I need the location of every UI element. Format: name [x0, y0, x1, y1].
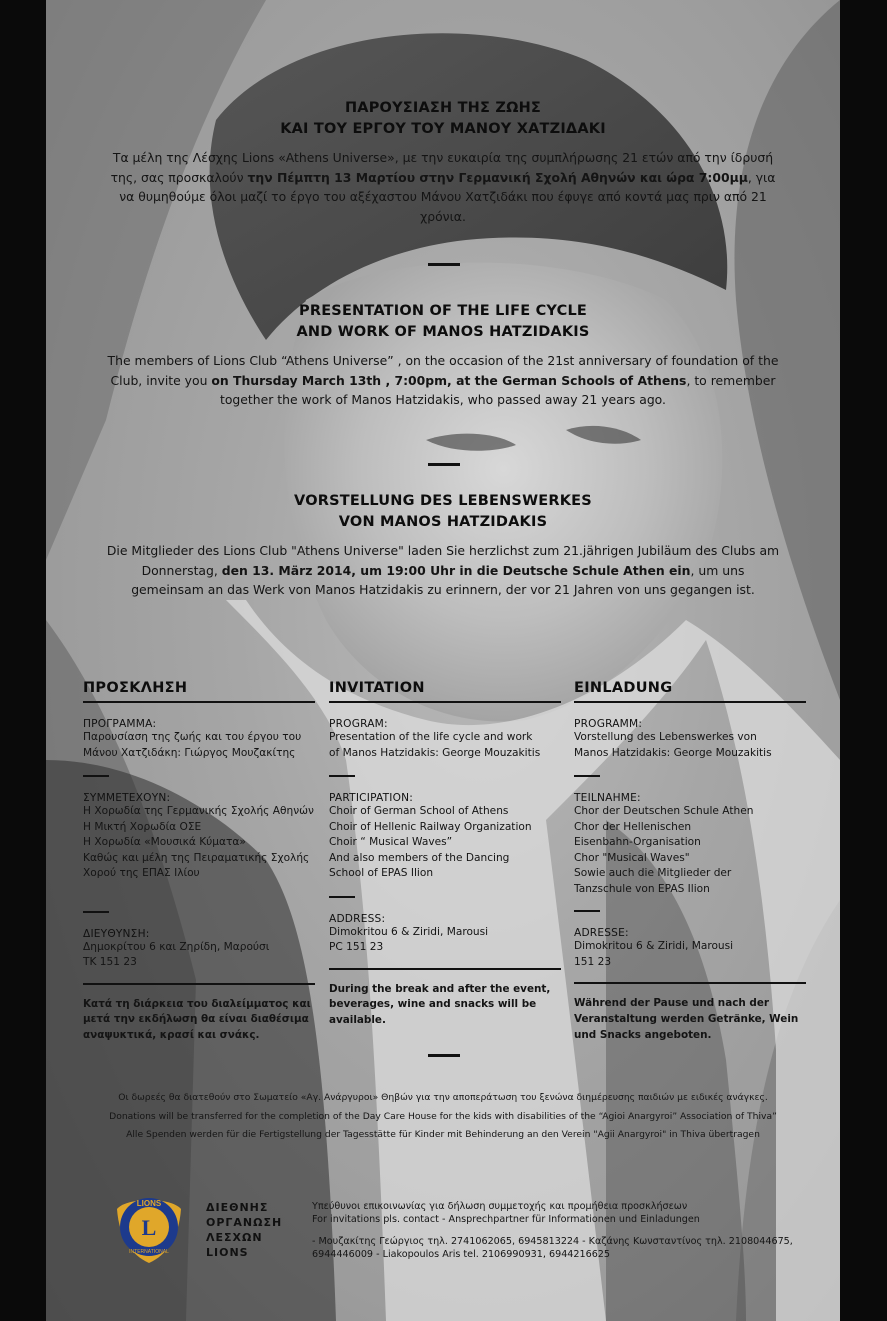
english-para-bold: on Thursday March 13th , 7:00pm, at the German Schools of Athens — [211, 372, 687, 388]
donation-note-greek: Οι δωρεές θα διατεθούν στο Σωματείο «Αγ. Ανάργυροι» Θηβών για την αποπεράτωση του ξενώνα διημέρευσης παιδιών με ειδικές ανάγκες. — [118, 1092, 768, 1103]
participation-line: Η Χορωδία «Μουσικά Κύματα» — [83, 836, 246, 848]
program-line: Manos Hatzidakis: George Mouzakitis — [574, 746, 772, 759]
logo-word-lions: LIONS — [136, 1199, 162, 1208]
participation-line: Chor "Musical Waves" — [574, 851, 690, 864]
mini-divider — [329, 896, 355, 898]
poster — [46, 0, 840, 1321]
mini-divider — [574, 910, 600, 912]
greek-title-line-1: ΠΑΡΟΥΣΙΑΣΗ ΤΗΣ ΖΩΗΣ — [344, 100, 542, 116]
program-line: Presentation of the life cycle and work — [329, 731, 533, 743]
participation-line: Choir of Hellenic Railway Organization — [329, 820, 532, 833]
address-line: Dimokritou 6 & Ziridi, Marousi — [329, 925, 489, 938]
contact-line-english-german: For invitations pls. contact - Ansprechpartner für Informationen und Einladungen — [312, 1214, 700, 1225]
refreshments-note: Während der Pause und nach der Veranstaltung werden Getränke, Wein und Snacks angeboten. — [574, 982, 806, 1043]
program-line: of Manos Hatzidakis: George Mouzakitis — [329, 746, 541, 759]
german-title-line-1: VORSTELLUNG DES LEBENSWERKES — [294, 493, 592, 509]
participation-label: ΣΥΜΜΕΤΕΧΟΥΝ: — [83, 792, 171, 804]
participation-line: Chor der Deutschen Schule Athen — [574, 805, 754, 817]
german-title-line-2: VON MANOS HATZIDAKIS — [338, 514, 548, 530]
participation-label: PARTICIPATION: — [329, 792, 414, 804]
column-title: EINLADUNG — [574, 680, 806, 703]
english-paragraph — [106, 351, 780, 410]
greek-para-text-a: Τα μέλη της Λέσχης Lions «Athens Universe», με την ευκαιρία της συμπλήρωσης 21 ετών από την ίδρυσή της, σας προσκαλούν — [110, 150, 774, 185]
mini-divider — [574, 775, 600, 777]
address-line: Dimokritou 6 & Ziridi, Marousi — [574, 940, 734, 952]
english-section — [106, 301, 780, 410]
logo-word-international: INTERNATIONAL — [129, 1249, 169, 1255]
lions-international-logo — [109, 1187, 189, 1267]
address-line: ΤΚ 151 23 — [83, 956, 137, 968]
program-label: ΠΡΟΓΡΑΜΜΑ: — [83, 718, 157, 730]
participation-line: Choir of German School of Athens — [329, 805, 509, 817]
column-english — [329, 680, 561, 1029]
address-label: ADRESSE: — [574, 927, 629, 939]
contact-line-greek: Υπεύθυνοι επικοινωνίας για δήλωση συμμετοχής και προμήθεια προσκλήσεων — [312, 1201, 688, 1212]
participation-line: And also members of the Dancing — [329, 851, 510, 864]
mini-divider — [83, 775, 109, 777]
english-title-line-2: AND WORK OF MANOS HATZIDAKIS — [296, 324, 590, 340]
address-label: ADDRESS: — [329, 912, 386, 925]
participation-label: TEILNAHME: — [574, 792, 641, 804]
donation-note-german: Alle Spenden werden für die Fertigstellung der Tagesstätte für Kinder mit Behinderung an den Verein "Agii Anargyroi" in Thiva übertragen — [126, 1129, 760, 1140]
address-line: Δημοκρίτου 6 και Ζηρίδη, Μαρούσι — [83, 940, 270, 953]
donation-notes — [66, 1089, 820, 1145]
address-line: 151 23 — [574, 955, 612, 968]
refreshments-note: Κατά τη διάρκεια του διαλείμματος και μετά την εκδήλωση θα είναι διαθέσιμα αναψυκτικά, κρασί και σνάκς. — [83, 983, 315, 1044]
greek-title-line-2: ΚΑΙ ΤΟΥ ΕΡΓΟΥ ΤΟΥ ΜΑΝΟΥ ΧΑΤΖΙΔΑΚΙ — [280, 121, 606, 137]
column-german — [574, 680, 806, 1043]
divider-2 — [428, 463, 460, 466]
program-line: Μάνου Χατζιδάκη: Γιώργος Μουζακίτης — [83, 746, 296, 759]
org-line: ΔΙΕΘΝΗΣ — [206, 1201, 269, 1214]
org-line: ΛΕΣΧΩΝ — [206, 1231, 263, 1244]
column-greek — [83, 680, 315, 1044]
program-line: Παρουσίαση της ζωής και του έργου του — [83, 731, 302, 743]
mini-divider — [83, 911, 109, 913]
greek-para-text-c: , για να θυμηθούμε όλοι μαζί το έργο του αξέχαστου Μάνου Χατζιδάκι που έφυγε από κοντά μας πριν από 21 χρόνια. — [119, 169, 776, 224]
participation-line: Χορού της ΕΠΑΣ Ιλίου — [83, 867, 200, 879]
right-black-border — [840, 0, 887, 1321]
donation-note-english: Donations will be transferred for the completion of the Day Care House for the kids with disabilities of the “Agioi Anargyroi” Association of Thiva” — [109, 1110, 777, 1122]
org-line: LIONS — [206, 1246, 249, 1259]
refreshments-note: During the break and after the event, beverages, wine and snacks will be available. — [329, 968, 561, 1029]
address-line: PC 151 23 — [329, 941, 384, 953]
left-black-border — [0, 0, 46, 1321]
poster-content — [46, 0, 840, 1321]
participation-line: Tanzschule von EPAS Ilion — [574, 882, 710, 895]
participation-line: Η Χορωδία της Γερμανικής Σχολής Αθηνών — [83, 805, 314, 817]
program-line: Vorstellung des Lebenswerkes von — [574, 731, 757, 743]
greek-section — [106, 98, 780, 226]
english-title-line-1: PRESENTATION OF THE LIFE CYCLE — [299, 303, 587, 319]
german-section — [106, 491, 780, 600]
participation-line: School of EPAS Ilion — [329, 867, 434, 879]
participation-line: Η Μικτή Χορωδία ΟΣΕ — [83, 820, 202, 833]
logo-letter-l: L — [141, 1215, 157, 1240]
program-label: PROGRAM: — [329, 718, 388, 730]
organization-name — [206, 1200, 282, 1260]
participation-line: Eisenbahn-Organisation — [574, 836, 701, 848]
german-paragraph — [106, 541, 780, 600]
address-label: ΔΙΕΥΘΥΝΣΗ: — [83, 927, 150, 940]
contact-phones-line-1: - Μουζακίτης Γεώργιος τηλ. 2741062065, 6945813224 - Καζάνης Κωνσταντίνος τηλ. 2108044675, — [312, 1236, 793, 1247]
greek-paragraph — [106, 148, 780, 226]
contact-phones-line-2: 6944446009 - Liakopoulos Aris tel. 2106990931, 6944216625 — [312, 1249, 611, 1260]
english-para-text-c: , to remember together the work of Manos Hatzidakis, who passed away 21 years ago. — [219, 372, 776, 407]
german-para-text-a: Die Mitglieder des Lions Club "Athens Universe" laden Sie herzlichst zum 21.jährigen Jubiläum des Clubs am Donnerstag, — [106, 543, 780, 578]
participation-line: Sowie auch die Mitglieder der — [574, 867, 732, 879]
column-title: INVITATION — [329, 680, 561, 703]
english-para-text-a: The members of Lions Club “Athens Universe” , on the occasion of the 21st anniversary of foundation of the Club, invite you — [107, 353, 779, 388]
participation-line: Choir “ Musical Waves” — [329, 836, 453, 848]
participation-line: Chor der Hellenischen — [574, 820, 692, 833]
greek-para-bold: την Πέμπτη 13 Μαρτίου στην Γερμανική Σχολή Αθηνών και ώρα 7:00μμ — [247, 169, 748, 185]
divider-1 — [428, 263, 460, 266]
participation-line: Καθώς και μέλη της Πειραματικής Σχολής — [83, 851, 310, 864]
program-label: PROGRAMM: — [574, 718, 643, 730]
org-line: ΟΡΓΑΝΩΣΗ — [206, 1216, 283, 1229]
contact-info — [312, 1200, 812, 1261]
german-para-bold: den 13. März 2014, um 19:00 Uhr in die Deutsche Schule Athen ein — [221, 562, 691, 578]
mini-divider — [329, 775, 355, 777]
column-title: ΠΡΟΣΚΛΗΣΗ — [83, 680, 315, 703]
divider-3 — [428, 1054, 460, 1057]
german-para-text-c: , um uns gemeinsam an das Werk von Manos Hatzidakis zu erinnern, der vor 21 Jahren von uns gegangen ist. — [131, 562, 755, 597]
